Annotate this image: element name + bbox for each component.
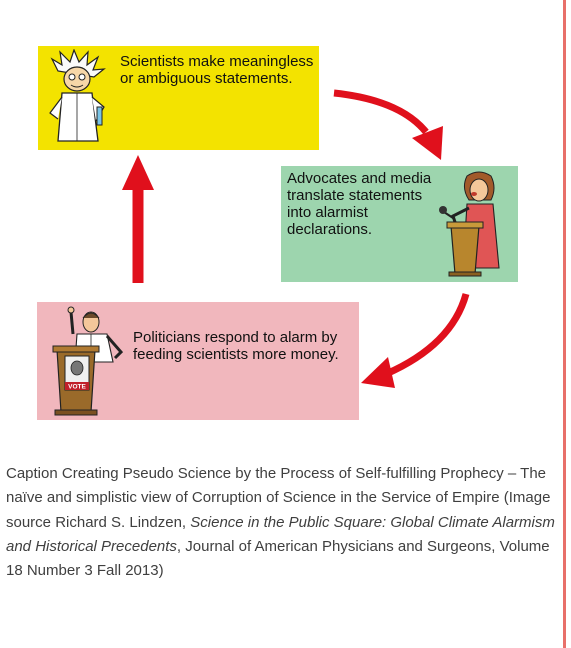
arrow-scientists-to-advocates-shaft: [334, 93, 426, 132]
node-scientists-label: Scientists make meaningless or ambiguous statements.: [120, 53, 314, 87]
node-politicians: [37, 302, 359, 420]
scientist-clipart-icon: [44, 49, 114, 147]
speaker-at-podium-icon: [439, 170, 513, 278]
caption-text: Caption Creating Pseudo Science by the Process of Self-fulfilling Prophecy – The naïve and simplistic view of Corruption of Science in the Service of Empire (Image source Richard S. Lindzen,: [6, 465, 551, 531]
figure-caption: [6, 462, 558, 583]
node-advocates-label: Advocates and media translate statements into alarmist declarations.: [287, 170, 432, 238]
page-border-rule: [563, 0, 566, 648]
politician-at-podium-icon: [51, 306, 135, 418]
node-advocates: [281, 166, 518, 282]
arrow-advocates-to-politicians-shaft: [386, 294, 466, 374]
caption-source-details: , Journal of American Physicians and Surgeons, Volume 18 Number 3 Fall 2013): [6, 537, 550, 580]
arrow-politicians-to-scientists-head: [122, 155, 154, 190]
vote-sign-text: VOTE: [68, 383, 86, 391]
node-scientists: [38, 46, 319, 150]
arrow-scientists-to-advocates-head: [412, 126, 443, 160]
arrow-advocates-to-politicians-head: [361, 357, 395, 388]
node-politicians-label: Politicians respond to alarm by feeding scientists more money.: [133, 329, 339, 363]
caption-source-title: Science in the Public Square: Global Climate Alarmism and Historical Precedents: [6, 513, 555, 555]
